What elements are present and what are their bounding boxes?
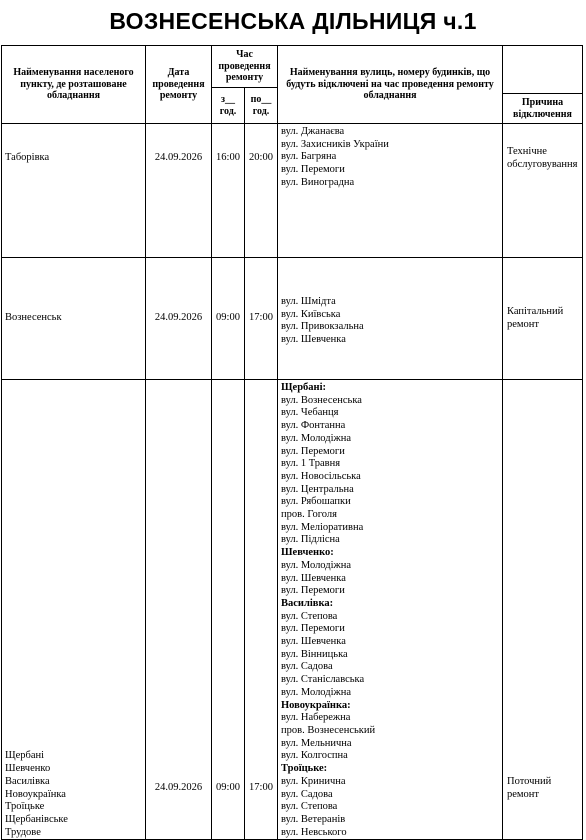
street-item: вул. Кринична xyxy=(281,775,346,787)
header-date: Дата проведення ремонту xyxy=(146,46,212,124)
street-item: вул. Шевченка xyxy=(281,636,346,648)
street-item: вул. Вознесенська xyxy=(281,394,362,406)
locality-heading: Шевченко: xyxy=(281,547,334,559)
street-item: вул. Невського xyxy=(281,826,347,838)
street-item: вул. Станіславська xyxy=(281,674,365,686)
street-item: вул. Джанаєва xyxy=(281,126,345,137)
street-item: вул. Привокзальна xyxy=(281,321,364,333)
street-item: вул. Степова xyxy=(281,610,338,622)
header-time-from: з__ год. xyxy=(212,88,245,124)
streets-cell xyxy=(278,258,503,380)
streets-cell xyxy=(278,124,503,258)
street-item: вул. Колгоспна xyxy=(281,750,348,762)
settlement-name: Василівка xyxy=(5,775,50,787)
street-item: вул. Чебанця xyxy=(281,407,339,419)
locality-heading: Щербані: xyxy=(281,382,326,393)
reason-cell: Технічне обслуговування xyxy=(503,124,583,258)
street-item: вул. Мельнична xyxy=(281,737,352,749)
time-to-cell: 20:00 xyxy=(245,124,278,258)
header-time-to: по__ год. xyxy=(245,88,278,124)
street-item: вул. Перемоги xyxy=(281,445,345,457)
outage-table xyxy=(1,45,583,840)
settlement-name: Трудове xyxy=(5,826,41,838)
time-to-cell: 17:00 xyxy=(245,258,278,380)
locality-heading: Василівка: xyxy=(281,597,334,609)
settlement-name: Троїцьке xyxy=(5,801,45,813)
street-item: пров. Гоголя xyxy=(281,509,337,521)
street-item: вул. 1 Травня xyxy=(281,458,341,470)
street-item: вул. Підлісна xyxy=(281,534,340,546)
settlement-name: Таборівка xyxy=(5,152,50,163)
street-item: вул. Садова xyxy=(281,788,333,800)
table-row xyxy=(2,258,583,380)
street-item: вул. Рябошапки xyxy=(281,496,351,508)
locality-heading: Новоукраїнка: xyxy=(281,699,351,711)
settlement-name: Новоукраїнка xyxy=(5,788,66,800)
street-item: вул. Ветеранів xyxy=(281,813,346,825)
street-item: вул. Фонтанна xyxy=(281,420,346,432)
street-item: вул. Центральна xyxy=(281,483,354,495)
settlement-name: Щербанівське xyxy=(5,813,68,825)
settlement-cell xyxy=(2,124,146,258)
locality-heading: Троїцьке: xyxy=(281,763,328,775)
settlement-cell xyxy=(2,258,146,380)
street-item: пров. Вознесенський xyxy=(281,724,376,736)
street-item: вул. Шмідта xyxy=(281,296,336,307)
time-to-cell: 17:00 xyxy=(245,380,278,840)
date-cell: 24.09.2026 xyxy=(146,258,212,380)
page-title: ВОЗНЕСЕНСЬКА ДІЛЬНИЦЯ ч.1 xyxy=(109,8,477,34)
street-item: вул. Захисників України xyxy=(281,138,389,150)
settlement-name: Шевченко xyxy=(5,763,51,775)
settlement-name: Вознесенськ xyxy=(5,312,62,324)
street-item: вул. Молодіжна xyxy=(281,559,352,571)
streets-cell xyxy=(278,380,503,840)
street-item: вул. Молодіжна xyxy=(281,686,352,698)
header-reason: Причина відключення xyxy=(503,94,583,124)
date-cell: 24.09.2026 xyxy=(146,124,212,258)
table-row xyxy=(2,124,583,258)
settlement-name: Щербані xyxy=(5,750,45,762)
street-item: вул. Київська xyxy=(281,308,341,320)
table-body xyxy=(2,124,583,840)
street-item: вул. Шевченка xyxy=(281,572,346,584)
header-streets: Найменування вулиць, номеру будинків, що будуть відключені на час проведення ремонту обладнання xyxy=(278,46,503,124)
street-item: вул. Садова xyxy=(281,661,333,673)
street-item: вул. Шевченка xyxy=(281,334,346,346)
street-item: вул. Вінницька xyxy=(281,648,348,660)
time-from-cell: 09:00 xyxy=(212,258,245,380)
street-item: вул. Перемоги xyxy=(281,164,345,176)
reason-cell: Капітальний ремонт xyxy=(503,258,583,380)
header-settlement: Найменування населеного пункту, де розташоване обладнання xyxy=(2,46,146,124)
street-item: вул. Новосільська xyxy=(281,470,361,482)
time-from-cell: 16:00 xyxy=(212,124,245,258)
settlement-cell xyxy=(2,380,146,840)
reason-cell: Поточний ремонт xyxy=(503,380,583,840)
street-item: вул. Багряна xyxy=(281,151,337,163)
date-cell: 24.09.2026 xyxy=(146,380,212,840)
street-item: вул. Набережна xyxy=(281,712,351,724)
time-from-cell: 09:00 xyxy=(212,380,245,840)
header-reason-blank xyxy=(503,46,583,94)
header-time-group: Час проведення ремонту xyxy=(212,46,278,88)
street-item: вул. Молодіжна xyxy=(281,432,352,444)
table-row xyxy=(2,380,583,840)
street-item: вул. Меліоративна xyxy=(281,521,364,533)
street-item: вул. Виноградна xyxy=(281,176,355,188)
street-item: вул. Перемоги xyxy=(281,585,345,597)
street-item: вул. Степова xyxy=(281,801,338,813)
street-item: вул. Перемоги xyxy=(281,623,345,635)
